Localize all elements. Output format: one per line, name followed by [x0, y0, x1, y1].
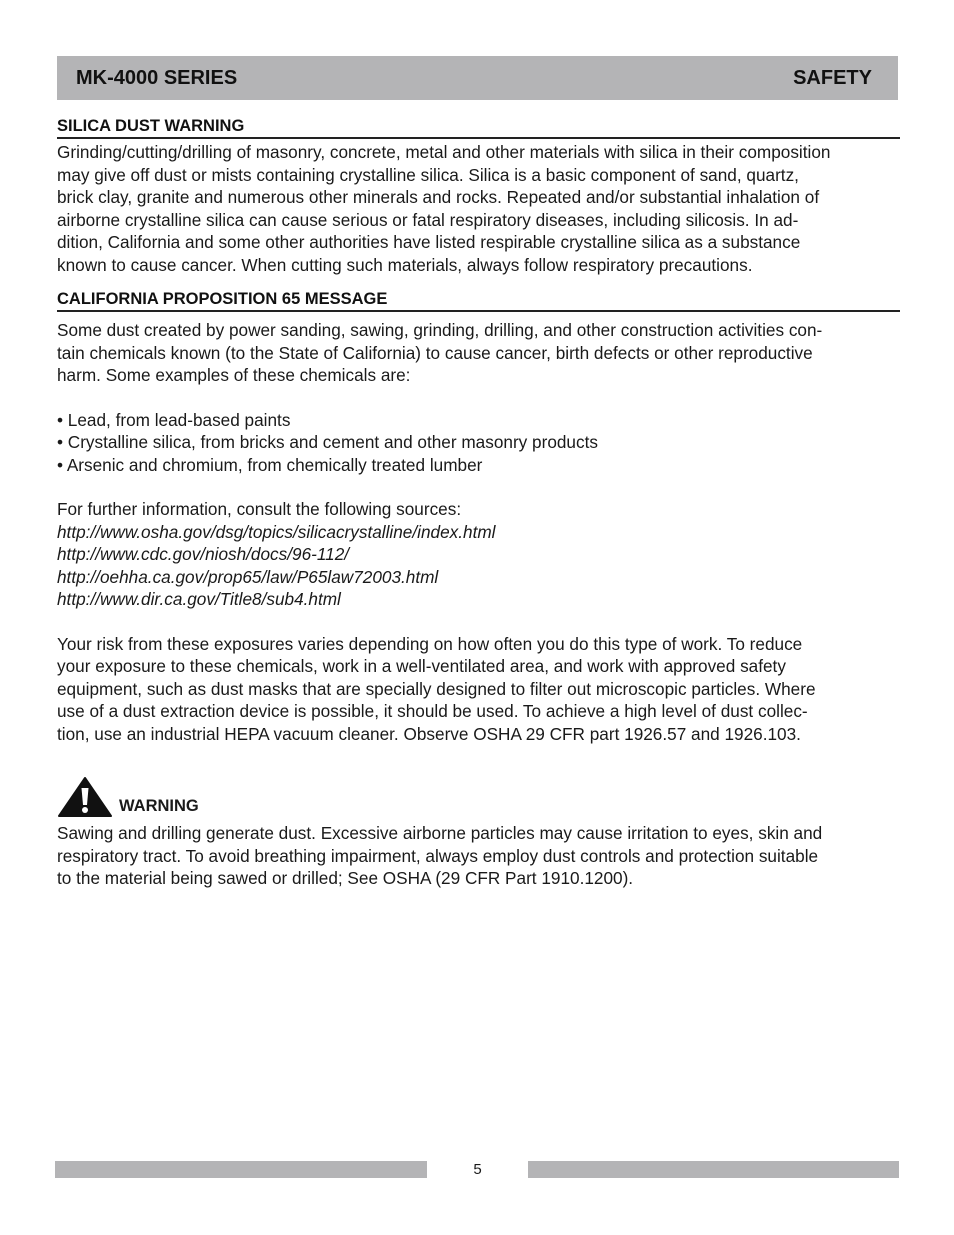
source-links	[57, 521, 900, 611]
silica-paragraph	[57, 141, 900, 276]
prop65-heading: CALIFORNIA PROPOSITION 65 MESSAGE	[57, 290, 900, 312]
sources-intro: For further information, consult the following sources:	[57, 499, 462, 519]
page-header	[57, 56, 898, 100]
warning-triangle-icon	[57, 776, 113, 818]
silica-heading: SILICA DUST WARNING	[57, 117, 900, 139]
text-line: known to cause cancer. When cutting such materials, always follow respiratory precautions.	[57, 254, 753, 275]
page-content	[57, 117, 900, 890]
text-line: harm. Some examples of these chemicals are:	[57, 365, 411, 385]
text-line: Some dust created by power sanding, sawing, grinding, drilling, and other construction activities con-	[57, 320, 823, 340]
text-line: dition, California and some other authorities have listed respirable crystalline silica as a substance	[57, 232, 801, 252]
section-title: SAFETY	[793, 66, 872, 89]
warning-label: WARNING	[119, 797, 199, 815]
text-line: equipment, such as dust masks that are specially designed to filter out microscopic particles. Where	[57, 678, 816, 699]
text-line: airborne crystalline silica can cause serious or fatal respiratory diseases, including silicosis. In ad-	[57, 209, 799, 230]
warning-heading-row	[57, 773, 900, 818]
list-item: • Arsenic and chromium, from chemically treated lumber	[57, 454, 483, 475]
text-line: tion, use an industrial HEPA vacuum cleaner. Observe OSHA 29 CFR part 1926.57 and 1926.103.	[57, 723, 801, 744]
risk-paragraph	[57, 633, 900, 746]
text-line: may give off dust or mists containing crystalline silica. Silica is a basic component of sand, quartz,	[57, 164, 799, 185]
text-line: Grinding/cutting/drilling of masonry, concrete, metal and other materials with silica in their composition	[57, 142, 831, 162]
list-item: • Crystalline silica, from bricks and cement and other masonry products	[57, 432, 598, 452]
series-title: MK-4000 SERIES	[76, 66, 238, 89]
source-link[interactable]: http://www.cdc.gov/niosh/docs/96-112/	[57, 544, 350, 564]
text-line: respiratory tract. To avoid breathing impairment, always employ dust controls and protection suitable	[57, 845, 819, 866]
page-number: 5	[473, 1161, 482, 1178]
warning-paragraph	[57, 822, 900, 890]
footer-bar-right	[528, 1161, 899, 1178]
text-line: Sawing and drilling generate dust. Excessive airborne particles may cause irritation to eyes, skin and	[57, 823, 823, 843]
text-line: to the material being sawed or drilled; See OSHA (29 CFR Part 1910.1200).	[57, 868, 634, 888]
text-line: use of a dust extraction device is possible, it should be used. To achieve a high level of dust collec-	[57, 701, 808, 721]
source-link[interactable]: http://www.dir.ca.gov/Title8/sub4.html	[57, 589, 341, 609]
text-line: Your risk from these exposures varies depending on how often you do this type of work. To reduce	[57, 633, 803, 654]
footer-bar-left	[55, 1161, 427, 1178]
list-item: • Lead, from lead-based paints	[57, 409, 291, 430]
text-line: your exposure to these chemicals, work in a well-ventilated area, and work with approved safety	[57, 656, 786, 676]
text-line: brick clay, granite and numerous other minerals and rocks. Repeated and/or substantial inhalation of	[57, 187, 820, 207]
chemical-list	[57, 409, 900, 477]
text-line: tain chemicals known (to the State of California) to cause cancer, birth defects or other reproductive	[57, 342, 813, 363]
source-link[interactable]: http://www.osha.gov/dsg/topics/silicacrystalline/index.html	[57, 521, 496, 542]
prop65-intro	[57, 319, 900, 387]
source-link[interactable]: http://oehha.ca.gov/prop65/law/P65law72003.html	[57, 566, 439, 587]
